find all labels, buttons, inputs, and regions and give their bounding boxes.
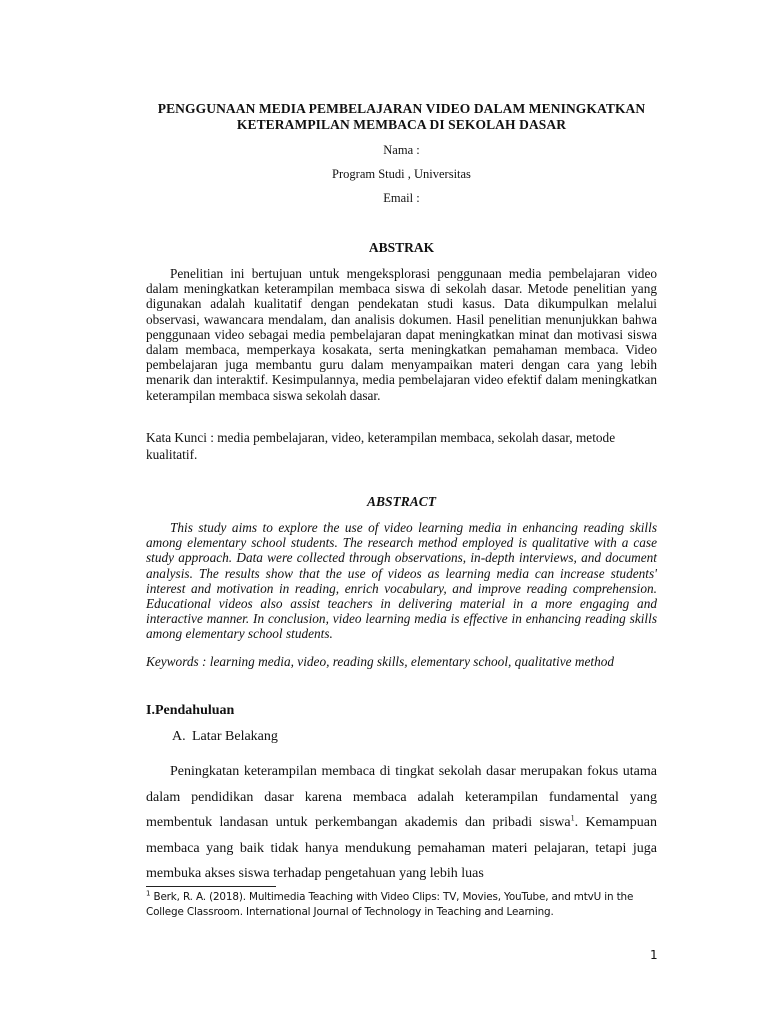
footnote-mark: 1 — [146, 889, 151, 898]
paper-title — [146, 101, 657, 133]
author-email: Email : — [383, 191, 420, 205]
footnote-separator — [146, 886, 276, 887]
paper-page — [146, 0, 657, 1024]
subsection-title: Latar Belakang — [192, 729, 278, 744]
abstract-keywords: Keywords : learning media, video, reading skills, elementary school, qualitative method — [146, 654, 615, 669]
abstrak-keywords: Kata Kunci : media pembelajaran, video, keterampilan membaca, sekolah dasar, metode kualitatif. — [146, 430, 616, 462]
abstrak-text: Penelitian ini bertujuan untuk mengeksplorasi penggunaan media pembelajaran video dalam meningkatkan keterampilan membaca siswa di sekolah dasar. Metode penelitian yang digunakan adalah kualitatif dengan pendekatan studi kasus. Data dikumpulkan melalui observasi, wawancara mendalam, dan analisis dokumen. Hasil penelitian menunjukkan bahwa penggunaan video sebagai media pembelajaran dapat meningkatkan minat dan motivasi siswa dalam membaca, memperkaya kosakata, serta meningkatkan pemahaman membaca. Video pembelajaran juga membantu guru dalam menyampaikan materi dengan cara yang lebih menarik dan interaktif. Kesimpulannya, media pembelajaran video efektif dalam meningkatkan keterampilan membaca siswa sekolah dasar. — [146, 266, 657, 403]
section-heading-pendahuluan: I.Pendahuluan — [146, 703, 235, 718]
author-name: Nama : — [383, 143, 420, 157]
intro-paragraph — [146, 759, 657, 887]
intro-text-part-2: . Kemampuan membaca yang baik tidak hanya mendukung pemahaman materi pelajaran, tetapi juga membuka akses siswa terhadap pengetahuan yang lebih luas — [146, 815, 657, 882]
page-number: 1 — [650, 948, 658, 962]
title-line-2: KETERAMPILAN MEMBACA DI SEKOLAH DASAR — [236, 117, 567, 132]
abstrak-heading: ABSTRAK — [368, 240, 435, 255]
footnote — [146, 890, 657, 920]
footnote-text: Berk, R. A. (2018). Multimedia Teaching with Video Clips: TV, Movies, YouTube, and mtvU in the College Classroom. International Journal of Technology in Teaching and Learning. — [146, 891, 634, 918]
subsection-heading — [172, 729, 278, 745]
author-affiliation: Program Studi , Universitas — [332, 167, 471, 181]
abstract-text: This study aims to explore the use of video learning media in enhancing reading skills among elementary school students. The research method employed is qualitative with a case study approach. Data were collected through observations, in-depth interviews, and document analysis. The results show that the use of videos as learning media can increase students' interest and motivation in reading, enrich vocabulary, and improve reading comprehension. Educational videos also assist teachers in delivering material in a more engaging and interactive manner. In conclusion, video learning media is effective in enhancing reading skills among elementary school students. — [146, 520, 657, 642]
intro-text-part-1: Peningkatan keterampilan membaca di tingkat sekolah dasar merupakan fokus utama dalam pendidikan dasar karena membaca adalah keterampilan fundamental yang membentuk landasan untuk perkembangan akademis dan pribadi siswa — [146, 764, 657, 831]
abstract-heading: ABSTRACT — [366, 494, 437, 509]
subsection-letter: A. — [172, 729, 186, 744]
title-line-1: PENGGUNAAN MEDIA PEMBELAJARAN VIDEO DALAM MENINGKATKAN — [157, 101, 646, 116]
footnote-reference[interactable]: 1 — [570, 813, 575, 823]
